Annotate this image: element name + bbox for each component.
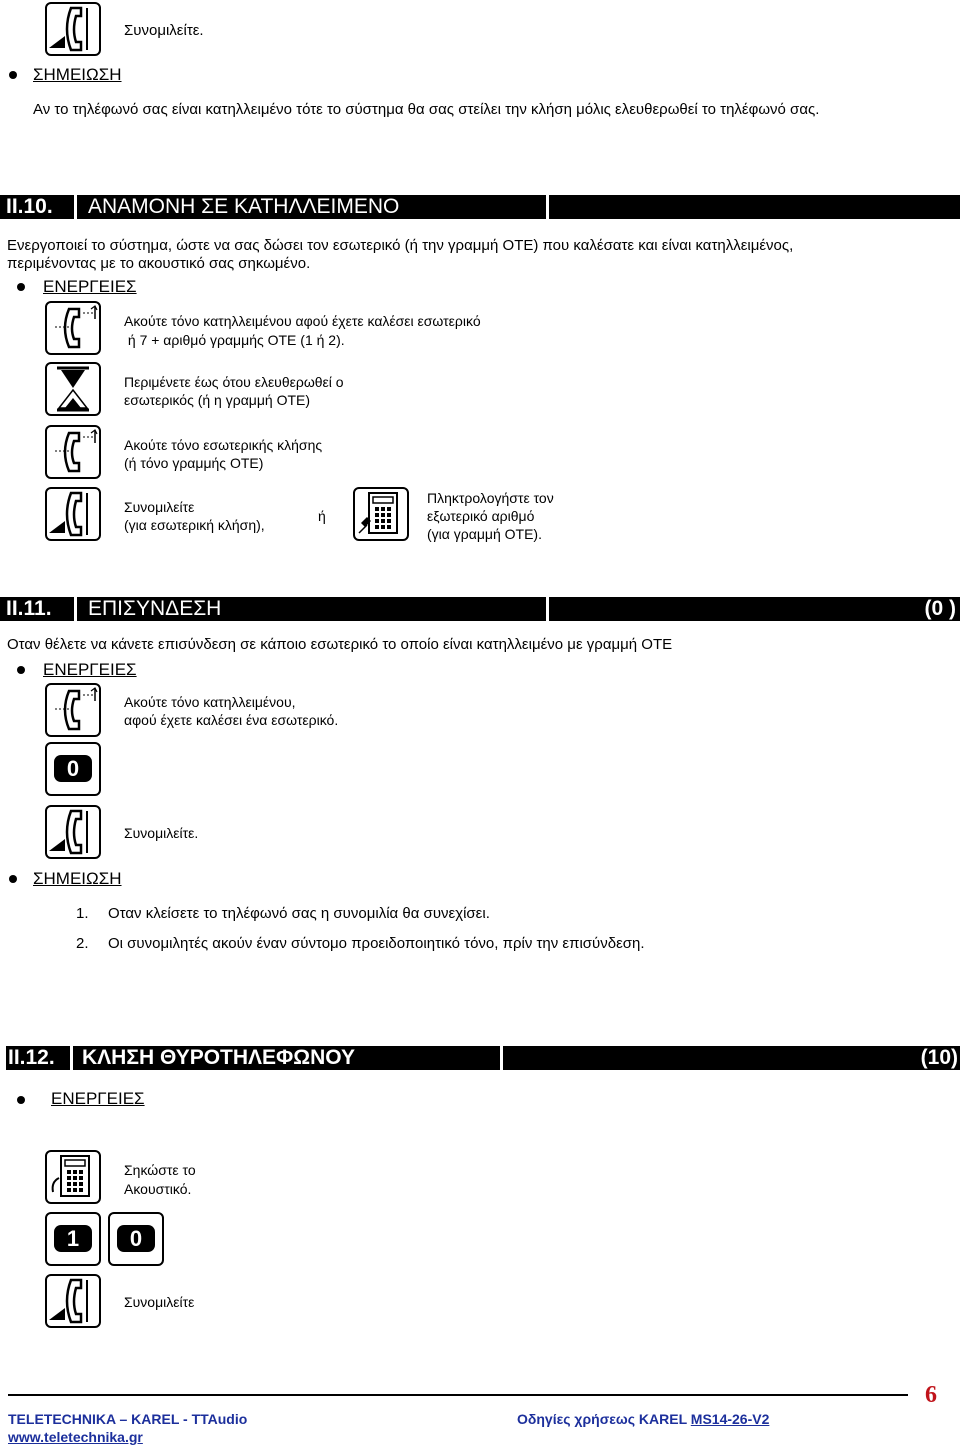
separator	[500, 1046, 503, 1070]
keypad-phone-icon	[353, 487, 409, 541]
step-text: εσωτερικός (ή η γραμμή ΟΤΕ)	[124, 392, 311, 408]
page-number: 6	[925, 1382, 937, 1408]
key-label: 0	[117, 1225, 155, 1252]
section-number: II.10.	[6, 195, 53, 218]
section-header-bar	[0, 597, 960, 621]
key-0-icon	[108, 1212, 164, 1266]
actions-heading: ΕΝΕΡΓΕΙΕΣ	[43, 660, 137, 679]
section-code: (10)	[920, 1046, 958, 1069]
bullet	[17, 1096, 25, 1104]
step-text: Ακούτε τόνο κατηλλειμένου,	[124, 694, 296, 710]
note-number: 1.	[76, 905, 89, 922]
section-intro-line2: περιμένοντας με το ακουστικό σας σηκωμένο.	[7, 255, 311, 272]
separator	[74, 195, 77, 219]
separator	[546, 195, 549, 219]
section-header-bar	[0, 195, 960, 219]
talk-icon	[45, 805, 101, 859]
step-text: Περιμένετε έως ότου ελευθερωθεί ο	[124, 374, 344, 390]
keypad-phone-icon	[45, 1150, 101, 1204]
handset-dialtone-icon	[45, 425, 101, 479]
step-text: αφού έχετε καλέσει ένα εσωτερικό.	[124, 712, 339, 728]
step-text: (για εσωτερική κλήση),	[124, 517, 265, 533]
step-text: Ακούτε τόνο κατηλλειμένου αφού έχετε καλέσει εσωτερικό	[124, 313, 481, 329]
footer-guide-prefix: Οδηγίες χρήσεως KAREL	[517, 1411, 691, 1427]
section-title: ΕΠΙΣΥΝΔΕΣΗ	[88, 597, 222, 620]
talk-icon	[45, 2, 101, 56]
section-intro: Οταν θέλετε να κάνετε επισύνδεση σε κάποιο εσωτερικό το οποίο είναι κατηλλειμένο με γραμμή ΟΤΕ	[7, 636, 673, 653]
step-text: Συνομιλείτε	[124, 499, 195, 515]
or-label: ή	[318, 508, 326, 524]
talk-label: Συνομιλείτε.	[124, 22, 204, 39]
actions-heading: ΕΝΕΡΓΕΙΕΣ	[43, 277, 137, 296]
actions-heading: ΕΝΕΡΓΕΙΕΣ	[51, 1089, 145, 1108]
footer-website-link[interactable]: www.teletechnika.gr	[8, 1429, 143, 1445]
handset-busy-icon	[45, 683, 101, 737]
key-label: 0	[54, 755, 92, 782]
step-text: Ακουστικό.	[124, 1181, 192, 1197]
step-text: Σηκώστε το	[124, 1162, 196, 1178]
step-text: Συνομιλείτε.	[124, 825, 199, 841]
key-0-icon	[45, 742, 101, 796]
handset-busy-icon	[45, 301, 101, 355]
step-text: Συνομιλείτε	[124, 1294, 195, 1310]
section-header-bar	[6, 1046, 960, 1070]
step-text: (ή τόνο γραμμής ΟΤΕ)	[124, 455, 264, 471]
bullet	[9, 875, 17, 883]
footer-divider	[8, 1394, 908, 1396]
section-number: II.11.	[6, 597, 52, 620]
bullet	[17, 666, 25, 674]
key-1-icon	[45, 1212, 101, 1266]
section-title: ΚΛΗΣΗ ΘΥΡΟΤΗΛΕΦΩΝΟΥ	[82, 1046, 356, 1069]
talk-icon	[45, 487, 101, 541]
section-number: II.12.	[8, 1046, 55, 1069]
note-heading: ΣΗΜΕΙΩΣΗ	[33, 869, 122, 888]
note-heading: ΣΗΜΕΙΩΣΗ	[33, 65, 122, 84]
bullet	[17, 283, 25, 291]
note-text: Οι συνομιλητές ακούν έναν σύντομο προειδοποιητικό τόνο, πρίν την επισύνδεση.	[108, 935, 645, 952]
step-text: Ακούτε τόνο εσωτερικής κλήσης	[124, 437, 323, 453]
step-text: (για γραμμή ΟΤΕ).	[427, 526, 542, 542]
separator	[74, 597, 77, 621]
footer-guide	[517, 1411, 769, 1427]
section-intro-line1: Ενεργοποιεί το σύστημα, ώστε να σας δώσει τον εσωτερικό (ή την γραμμή ΟΤΕ) που καλέσατε και είναι κατηλλειμένος,	[7, 237, 794, 254]
separator	[546, 597, 549, 621]
hourglass-icon	[45, 362, 101, 416]
note-text: Αν το τηλέφωνό σας είναι κατηλλειμένο τότε το σύστημα θα σας στείλει την κλήση μόλις ελευθερωθεί το τηλέφωνό σας.	[33, 101, 820, 118]
step-text: Πληκτρολογήστε τον	[427, 490, 554, 506]
note-text: Οταν κλείσετε το τηλέφωνό σας η συνομιλία θα συνεχίσει.	[108, 905, 490, 922]
section-code: (0 )	[924, 597, 956, 620]
separator	[70, 1046, 73, 1070]
bullet	[9, 71, 17, 79]
footer-company: TELETECHNIKA – KAREL - TTAudio	[8, 1411, 248, 1427]
key-label: 1	[54, 1225, 92, 1252]
note-number: 2.	[76, 935, 89, 952]
talk-icon	[45, 1274, 101, 1328]
footer-guide-model: MS14-26-V2	[690, 1411, 770, 1427]
section-title: ΑΝΑΜΟΝΗ ΣΕ ΚΑΤΗΛΛΕΙΜΕΝΟ	[88, 195, 400, 218]
step-text: εξωτερικό αριθμό	[427, 508, 535, 524]
step-text: ή 7 + αριθμό γραμμής ΟΤΕ (1 ή 2).	[124, 332, 345, 348]
